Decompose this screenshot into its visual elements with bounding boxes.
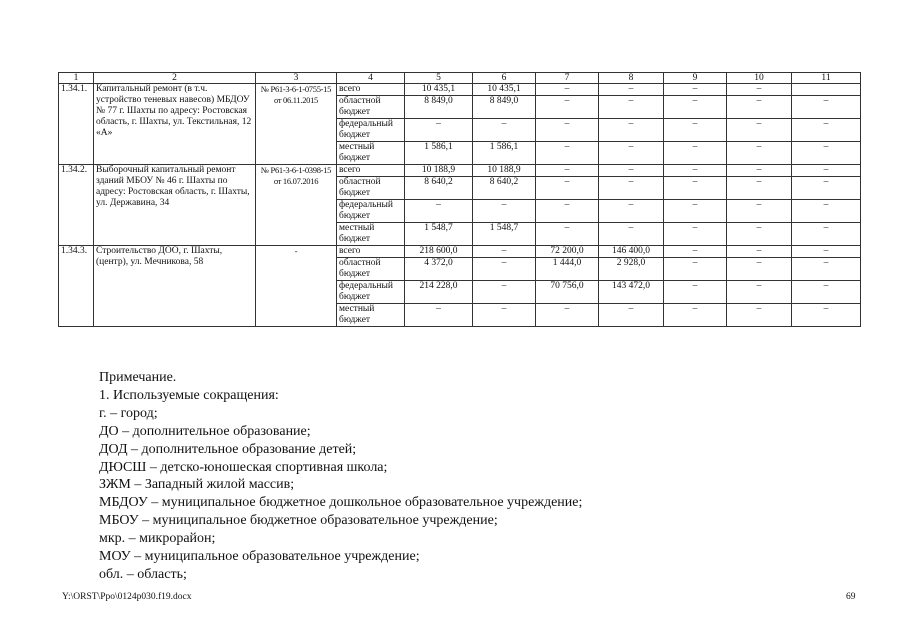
value-cell: – (536, 142, 599, 165)
value-cell: – (792, 165, 861, 177)
value-cell: – (727, 304, 792, 327)
note-line: ЗЖМ – Западный жилой массив; (99, 477, 295, 493)
value-cell: – (792, 246, 861, 258)
column-header: 11 (792, 73, 861, 84)
footer-path: Y:\ORST\Ppo\0124p030.f19.docx (62, 592, 192, 602)
value-cell: – (664, 84, 727, 96)
value-cell: – (792, 304, 861, 327)
value-cell: 4 372,0 (405, 258, 473, 281)
funding-source: местный бюджет (337, 223, 405, 246)
value-cell: – (473, 246, 536, 258)
value-cell (792, 84, 861, 96)
value-cell: – (792, 96, 861, 119)
value-cell: – (536, 165, 599, 177)
table-row (59, 246, 861, 258)
item-name: Капитальный ремонт (в т.ч. устройство теневых навесов) МБДОУ № 77 г. Шахты по адресу: Ростовская область, г. Шахты, ул. Текстильная, 12 «А» (94, 84, 256, 165)
value-cell: – (473, 119, 536, 142)
note-line: МОУ – муниципальное образовательное учреждение; (99, 549, 420, 565)
value-cell: – (664, 177, 727, 200)
value-cell: – (536, 200, 599, 223)
item-document: - (256, 246, 337, 327)
item-number: 1.34.1. (59, 84, 94, 165)
value-cell: – (792, 258, 861, 281)
value-cell: – (727, 246, 792, 258)
value-cell: – (599, 84, 664, 96)
column-header: 3 (256, 73, 337, 84)
value-cell: – (536, 177, 599, 200)
value-cell: – (599, 177, 664, 200)
note-line: МБДОУ – муниципальное бюджетное дошкольное образовательное учреждение; (99, 495, 583, 511)
table-row (59, 84, 861, 96)
value-cell: – (664, 246, 727, 258)
value-cell: 2 928,0 (599, 258, 664, 281)
funding-source: местный бюджет (337, 304, 405, 327)
value-cell: – (792, 200, 861, 223)
column-header: 2 (94, 73, 256, 84)
value-cell: 10 435,1 (405, 84, 473, 96)
note-line: ДОД – дополнительное образование детей; (99, 441, 357, 457)
value-cell: 8 849,0 (405, 96, 473, 119)
value-cell: – (664, 281, 727, 304)
table-row (59, 165, 861, 177)
value-cell: – (599, 142, 664, 165)
value-cell: – (792, 177, 861, 200)
value-cell: – (727, 84, 792, 96)
item-number: 1.34.3. (59, 246, 94, 327)
funding-source: всего (337, 165, 405, 177)
value-cell: – (473, 281, 536, 304)
value-cell: – (405, 304, 473, 327)
item-document: № Р61-3-6-1-0755-15 от 06.11.2015 (256, 84, 337, 165)
value-cell: – (664, 223, 727, 246)
column-header: 9 (664, 73, 727, 84)
value-cell: – (536, 223, 599, 246)
value-cell: – (599, 96, 664, 119)
value-cell: – (664, 304, 727, 327)
value-cell: 1 548,7 (405, 223, 473, 246)
value-cell: – (599, 200, 664, 223)
value-cell: – (536, 96, 599, 119)
value-cell: – (536, 304, 599, 327)
value-cell: – (473, 200, 536, 223)
note-line: ДО – дополнительное образование; (99, 423, 311, 439)
value-cell: 143 472,0 (599, 281, 664, 304)
value-cell: 1 586,1 (473, 142, 536, 165)
value-cell: – (792, 142, 861, 165)
note-line: 1. Используемые сокращения: (99, 387, 279, 403)
note-line: мкр. – микрорайон; (99, 531, 216, 547)
value-cell: 70 756,0 (536, 281, 599, 304)
value-cell: 10 188,9 (473, 165, 536, 177)
value-cell: – (536, 84, 599, 96)
value-cell: – (792, 281, 861, 304)
value-cell: – (727, 223, 792, 246)
value-cell: – (599, 223, 664, 246)
value-cell: – (664, 200, 727, 223)
column-header: 6 (473, 73, 536, 84)
column-header: 1 (59, 73, 94, 84)
value-cell: – (727, 96, 792, 119)
notes-section (99, 369, 582, 584)
value-cell: – (664, 96, 727, 119)
column-header: 7 (536, 73, 599, 84)
funding-source: федеральный бюджет (337, 281, 405, 304)
item-number: 1.34.2. (59, 165, 94, 246)
value-cell: – (727, 281, 792, 304)
column-header: 8 (599, 73, 664, 84)
funding-source: всего (337, 246, 405, 258)
column-header: 10 (727, 73, 792, 84)
item-name: Выборочный капитальный ремонт зданий МБОУ № 46 г. Шахты по адресу: Ростовская область, г. Шахты, ул. Державина, 34 (94, 165, 256, 246)
value-cell: 1 548,7 (473, 223, 536, 246)
page-number: 69 (846, 592, 856, 602)
column-header: 5 (405, 73, 473, 84)
value-cell: – (405, 119, 473, 142)
note-line: обл. – область; (99, 566, 187, 582)
note-line: МБОУ – муниципальное бюджетное образовательное учреждение; (99, 513, 498, 529)
funding-source: областной бюджет (337, 96, 405, 119)
budget-table (58, 72, 861, 327)
value-cell: 8 849,0 (473, 96, 536, 119)
notes-heading: Примечание. (99, 370, 177, 385)
value-cell: 72 200,0 (536, 246, 599, 258)
table-header-row (59, 73, 861, 84)
value-cell: – (727, 142, 792, 165)
value-cell: 10 188,9 (405, 165, 473, 177)
funding-source: областной бюджет (337, 177, 405, 200)
value-cell: 214 228,0 (405, 281, 473, 304)
value-cell: – (536, 119, 599, 142)
value-cell: – (727, 165, 792, 177)
value-cell: – (664, 119, 727, 142)
value-cell: – (473, 258, 536, 281)
value-cell: 1 444,0 (536, 258, 599, 281)
value-cell: – (727, 200, 792, 223)
funding-source: федеральный бюджет (337, 200, 405, 223)
item-name: Строительство ДОО, г. Шахты, (центр), ул. Мечникова, 58 (94, 246, 256, 327)
value-cell: – (664, 165, 727, 177)
value-cell: – (727, 119, 792, 142)
value-cell: – (664, 142, 727, 165)
value-cell: 8 640,2 (473, 177, 536, 200)
value-cell: – (727, 177, 792, 200)
value-cell: – (473, 304, 536, 327)
item-document: № Р61-3-6-1-0398-15 от 16.07.2016 (256, 165, 337, 246)
value-cell: – (727, 258, 792, 281)
value-cell: – (664, 258, 727, 281)
value-cell: – (405, 200, 473, 223)
value-cell: 146 400,0 (599, 246, 664, 258)
funding-source: всего (337, 84, 405, 96)
funding-source: местный бюджет (337, 142, 405, 165)
funding-source: федеральный бюджет (337, 119, 405, 142)
value-cell: 218 600,0 (405, 246, 473, 258)
value-cell: 10 435,1 (473, 84, 536, 96)
value-cell: – (599, 304, 664, 327)
value-cell: – (599, 165, 664, 177)
note-line: ДЮСШ – детско-юношеская спортивная школа; (99, 459, 388, 475)
note-line: г. – город; (99, 405, 158, 421)
value-cell: – (792, 223, 861, 246)
value-cell: 8 640,2 (405, 177, 473, 200)
value-cell: – (792, 119, 861, 142)
value-cell: 1 586,1 (405, 142, 473, 165)
value-cell: – (599, 119, 664, 142)
column-header: 4 (337, 73, 405, 84)
funding-source: областной бюджет (337, 258, 405, 281)
